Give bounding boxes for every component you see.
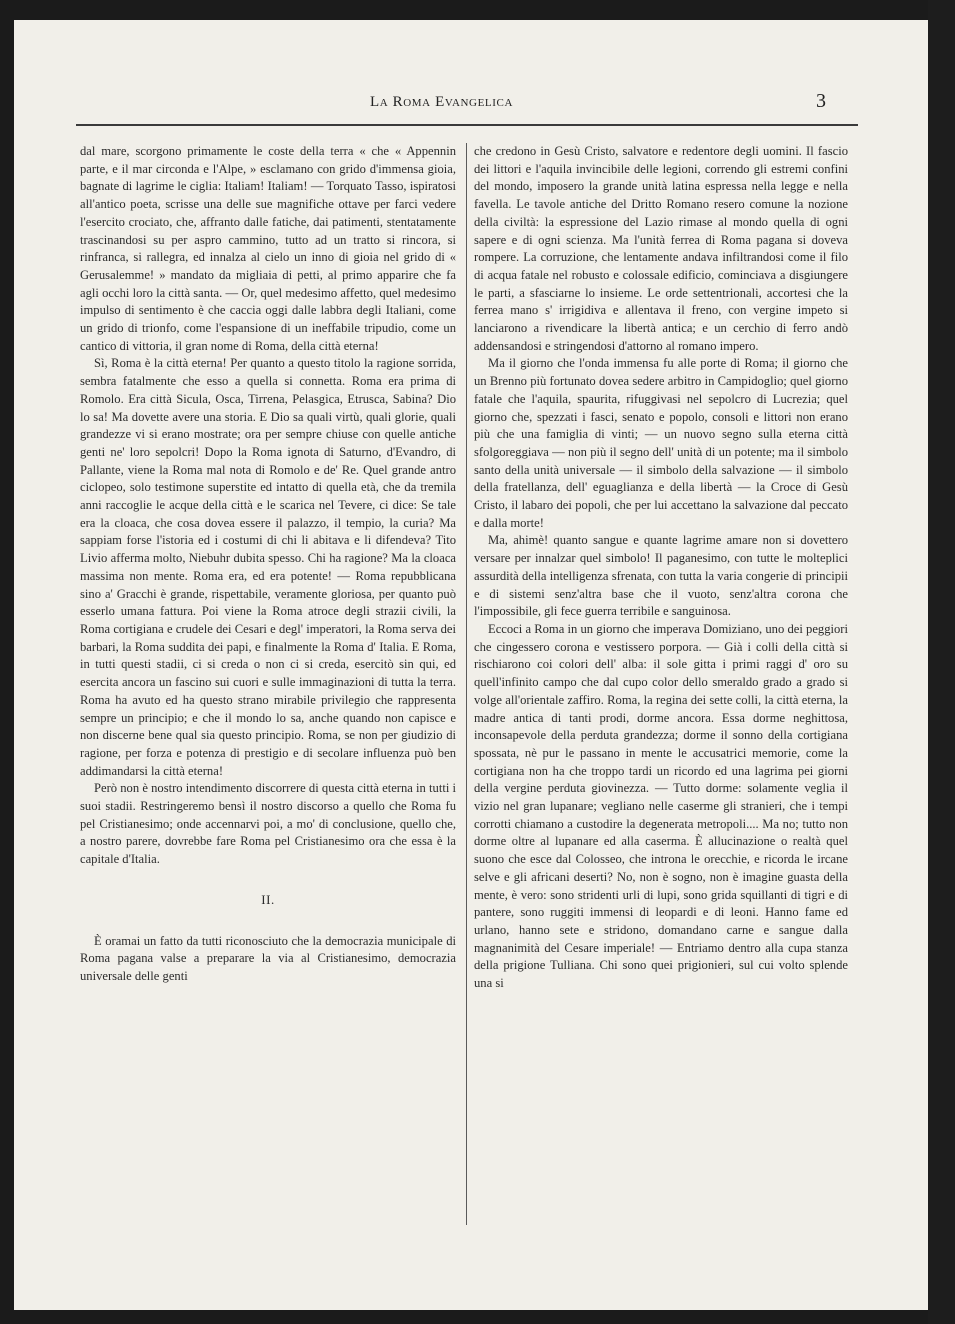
left-paragraph-4: È oramai un fatto da tutti riconosciuto che la democrazia municipale di Roma pagana valse a preparare la via al Cristianesimo, democrazia universale delle genti bbox=[80, 933, 456, 983]
page-header bbox=[370, 90, 850, 120]
right-paragraph-3: Ma, ahimè! quanto sangue e quante lagrime amare non si dovettero versare per innalzar quel simbolo! Il paganesimo, con tutte le molteplici assurdità della intelligenza sfrenata, con tutta la varia congerie di principii e di sistemi senz'altra base che il vuoto, senz'altra corona che l'impossibile, gli fece guerra terribile e sanguinosa. bbox=[474, 533, 848, 619]
left-paragraph-1: dal mare, scorgono primamente le coste della terra « che « Appennin parte, e il mar circonda e l'Alpe, » esclamano con grido d'immensa gioia, bagnate di lagrime le ciglia: Italiam! Italiam! — Torquato Tasso, ispiratosi all'antico poeta, scrisse una delle sue magnifiche ottave per farci vedere l'esercito crociato, che, affranto dalle fatiche, dai patimenti, stentatamente trascinandosi su per aspro cammino, tutto ad un tratto si rincora, si rinfranca, si rallegra, ed innalza al cielo un inno di gioia nel grido di « Gerusalemme! » mandato da migliaia di petti, al primo apparire che fa agli occhi loro la città santa. — Or, quel medesimo affetto, quel medesimo impulso di sentimento è che caccia oggi dalle labbra degli Italiani, come un grido di trionfo, come l'espansione di un ineffabile tripudio, come un cantico di vittoria, il gran nome di Roma, della città eterna! bbox=[80, 144, 456, 353]
right-paragraph-1: che credono in Gesù Cristo, salvatore e redentore degli uomini. Il fascio dei littori e l'aquila invincibile delle legioni, correndo gli estremi confini del mondo, imposero la grande unità latina espressa nella legge e nella favella. Le tavole antiche del Dritto Romano resero comune la nozione della civiltà: la espressione del Lazio rimase al mondo quella di ogni sapere e di ogni scienza. Ma l'unità ferrea di Roma pagana si doveva rompere. La corruzione, che lentamente andava infiltrandosi come il filo di acqua fatale nel robusto e colossale edificio, cominciava a disgiungere le parti, a sfasciarne lo insieme. Le orde settentrionali, accortesi che la ferrea mano s' irrigidiva e allentava il freno, con vergine impeto si lanciarono a rivendicare la libertà antica; e un cerchio di ferro andò addensandosi e stringendosi d'attorno al romano impero. bbox=[474, 144, 848, 353]
page-edge-shadow bbox=[928, 0, 955, 1324]
header-rule bbox=[76, 124, 858, 126]
page-number: 3 bbox=[816, 90, 826, 112]
left-column bbox=[80, 143, 456, 986]
right-paragraph-2: Ma il giorno che l'onda immensa fu alle porte di Roma; il giorno che un Brenno più fortunato dovea sedere arbitro in Campidoglio; quel giorno fatale che l'aquila, spaurita, rifuggivasi nel sepolcro di Lucrezia; quel giorno che, spezzati i fasci, senato e popolo, consoli e littori non erano più che una famiglia di vinti; — un nuovo segno sulla eterna città sfolgoreggiava — non più il segno dell' unità di un potente; ma il simbolo santo della unità universale — il simbolo della salvazione — il simbolo della fratellanza, dell' eguaglianza e della libertà — la Croce di Gesù Cristo, il labaro dei popoli, che per lui accettano la salvazione dal peccato e dalla morte! bbox=[474, 356, 848, 530]
running-title: La Roma Evangelica bbox=[370, 94, 513, 110]
right-column bbox=[474, 143, 848, 993]
left-paragraph-2: Sì, Roma è la città eterna! Per quanto a questo titolo la ragione sorrida, sembra fatalmente che esso a quella si connetta. Roma era prima di Romolo. Era città Sicula, Osca, Tirrena, Pelasgica, Etrusca, Sabina? Dio lo sa! Ma dovette avere una storia. E Dio sa quali virtù, quali glorie, quali grandezze vi si erano mostrate; ora per sempre chiuse con quelle antiche genti ne' loro sepolcri! Dopo la Roma ignota di Saturno, d'Evandro, di Pallante, viene la Roma mal nota di Romolo e de' Re. Quel grande antro ciclopeo, solo testimone superstite ed intatto di quella età, che da tremila anni raccoglie le acque della città e le scarica nel Tevere, ci dice: Se tale era la cloaca, che cosa dovea essere il palazzo, il tempio, la curia? Ma sappiam forse l'istoria ed i costumi di chi li abitava e li difendeva? Tito Livio afferma molto, Niebuhr dubita spesso. Chi ha ragione? Ma la cloaca massima non mente. Roma era, ed era potente! — Roma repubblicana sino a' Gracchi è grande, rispettabile, veramente gloriosa, per quanto può esserlo umana fattura. Poi viene la Roma atroce degli strazii civili, la Roma cortigiana e crudele dei Cesari e degl' imperatori, la Roma serva dei barbari, la Roma suddita dei papi, e finalmente la Roma d' Italia. E Roma, in tutti questi stadii, ci si creda o non ci si creda, esercitò sin qui, ed esercita ancora un fascino sui cuori e sulle immaginazioni di tutta la terra. Roma ha avuto ed ha questo strano mirabile privilegio che rappresenta sempre un principio; e che il mondo lo sa, anche quando non capisce e non discerne bene qual sia questo principio. Roma, se non per giudizio di ragione, per forza e potenza di prestigio e di secolare influenza può ben addimandarsi la città eterna! bbox=[80, 356, 456, 778]
column-divider bbox=[466, 143, 467, 1225]
left-paragraph-3: Però non è nostro intendimento discorrere di questa città eterna in tutti i suoi stadii. Restringeremo bensì il nostro discorso a quello che Roma fu pel Cristianesimo; onde accennarvi poi, a mo' di conclusione, quello che, a nostro parere, dovrebbe fare Roma pel Cristianesimo ora che essa è la capitale d'Italia. bbox=[80, 781, 456, 867]
section-heading: II. bbox=[261, 891, 275, 907]
right-paragraph-4: Eccoci a Roma in un giorno che imperava Domiziano, uno dei peggiori che cingessero corona e vestissero porpora. — Già i colli della città si rischiarono coi colori dell' alba: il sole gitta i primi raggi d' oro su quell'infinito campo che dal cupo color dello smeraldo grado a grado si volge all'orientale zaffiro. Roma, la regina dei sette colli, la città eterna, la madre antica di tanti prodi, dorme ancora. Essa dorme neghittosa, inconsapevole della perduta grandezza; dorme il sonno della cortigiana spossata, nè pur le passano in mente le accusatrici memorie, come la cortigiana non ha che troppo tardi un ricordo ed una lagrima pei giorni della vergine perduta giovinezza. — Tutto dorme: solamente veglia il vizio nel gran lupanare; vegliano nelle caserme gli stranieri, che i tempi corrotti chiamano a custodire la degenerata metropoli.... Ma no; tutto non dorme oltre al lupanare ed alla caserma. È allucinazione o realtà quel suono che esce dal Colosseo, che introna le orecchie, e ricorda le ircane selve e gli africani deserti? No, non è sogno, non è imagine guasta della mente, è vero: sono stridenti urli di lupi, sono grida squillanti di tigri e di pantere, sono ruggiti immensi di leopardi e di leoni. Hanno fame ed urlano, hanno sete e stridono, domandano carne e sangue dalla magnanimità del Cesare imperiale! — Entriamo dentro alla cupa stanza della prigione Tulliana. Chi sono quei prigionieri, sul cui volto splende una si bbox=[474, 621, 848, 991]
